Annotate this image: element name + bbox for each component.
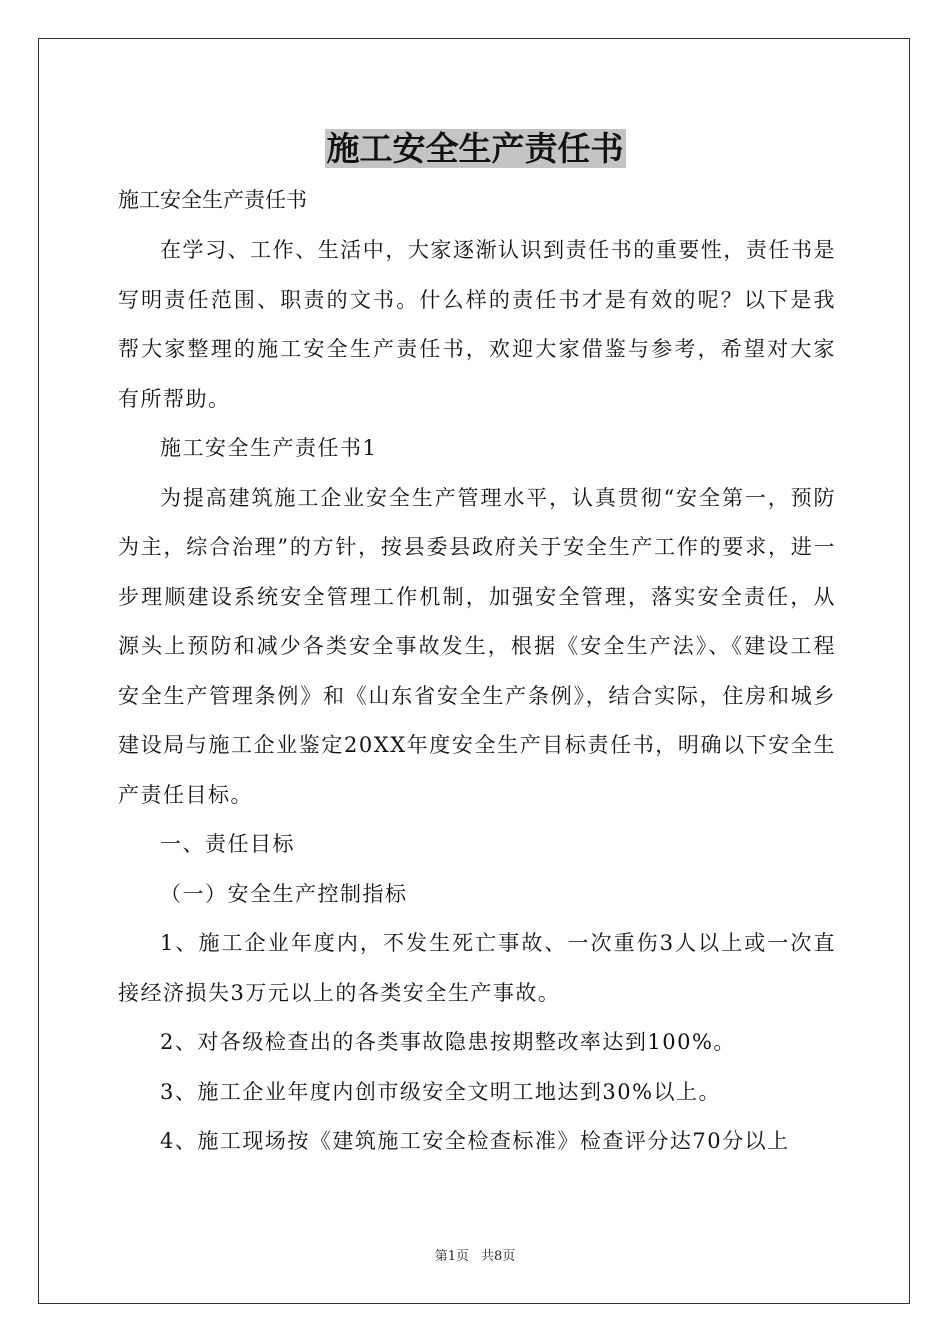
paragraph-intro: 在学习、工作、生活中，大家逐渐认识到责任书的重要性，责任书是写明责任范围、职责的文书。什么样的责任书才是有效的呢？以下是我帮大家整理的施工安全生产责任书，欢迎大家借鉴与参考，希望对大家有所帮助。 [118, 238, 836, 411]
list-item-4: 4、施工现场按《建筑施工安全检查标准》检查评分达70分以上 [160, 1129, 790, 1153]
list-item-1: 1、施工企业年度内，不发生死亡事故、一次重伤3人以上或一次直接经济损失3万元以上的各类安全生产事故。 [118, 931, 836, 1005]
paragraph-purpose: 为提高建筑施工企业安全生产管理水平，认真贯彻“安全第一，预防为主，综合治理”的方针，按县委县政府关于安全生产工作的要求，进一步理顺建设系统安全管理工作机制，加强安全管理，落实安全责任，从源头上预防和减少各类安全事故发生，根据《安全生产法》、《建设工程安全生产管理条例》和《山东省安全生产条例》，结合实际，住房和城乡建设局与施工企业鉴定20XX年度安全生产目标责任书，明确以下安全生产责任目标。 [118, 485, 836, 807]
document-body [118, 226, 836, 1167]
heading-control-indicators: （一）安全生产控制指标 [160, 881, 408, 906]
document-title [0, 123, 950, 175]
total-pages: 共8页 [481, 1249, 516, 1264]
page-footer [0, 1245, 950, 1264]
list-item-3: 3、施工企业年度内创市级安全文明工地达到30%以上。 [160, 1079, 722, 1104]
document-title-text: 施工安全生产责任书 [326, 129, 624, 168]
list-item-2: 2、对各级检查出的各类事故隐患按期整改率达到100%。 [160, 1030, 736, 1054]
heading-responsibility-goals: 一、责任目标 [160, 832, 295, 856]
page-number: 第1页 [434, 1249, 469, 1264]
section-heading-1: 施工安全生产责任书1 [160, 436, 378, 460]
document-subtitle: 施工安全生产责任书 [118, 188, 307, 212]
